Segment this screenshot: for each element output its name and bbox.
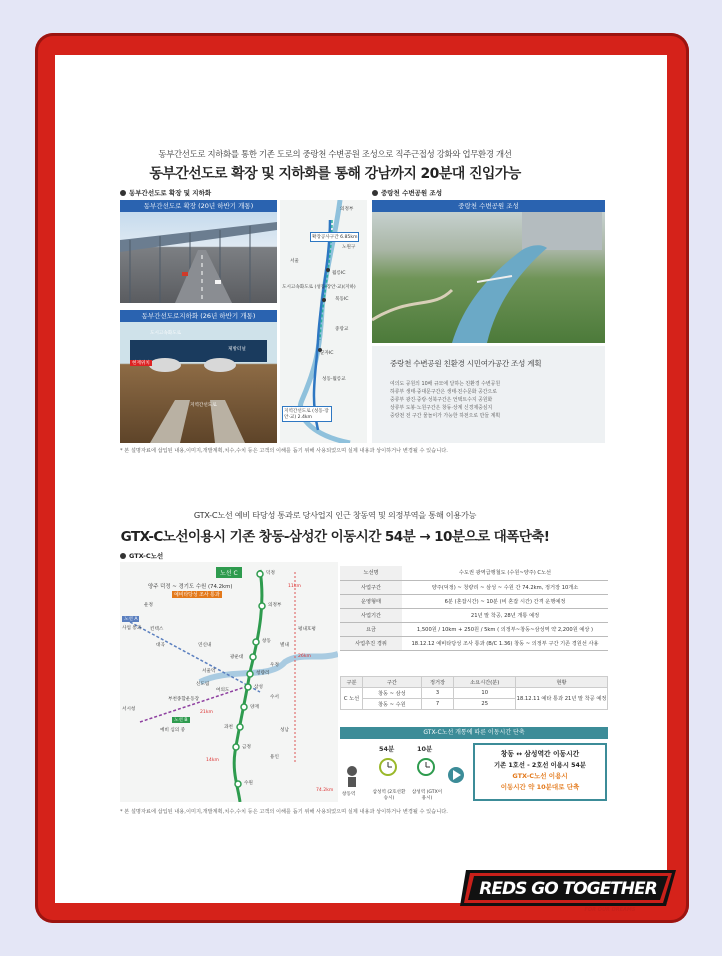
info-key: 운영형태 xyxy=(340,594,402,608)
map-label-nowon: 노원구 xyxy=(342,245,356,250)
park-photo xyxy=(372,200,605,343)
map-label-seoul-station: 서울역 xyxy=(202,669,216,674)
box-line1: 창동 ↔ 삼성역간 이동시간 xyxy=(500,750,580,758)
section1-left-caption: 동부간선도로 확장 및 지하화 xyxy=(120,188,211,197)
minutes-cell: 25 xyxy=(454,699,516,710)
section1-subtitle: 동부간선도로 지하화를 통한 기존 도로의 중랑천 수변공원 조성으로 직주근접성 강화와 업무환경 개선 xyxy=(158,149,512,159)
map-label-b-status: 예비 심의 중 xyxy=(160,728,186,733)
tunnel-label-arterial: 지역간선도로 xyxy=(190,403,217,408)
map-label-seongnam: 성남 xyxy=(280,728,289,733)
info-value: 1,500원 / 10km + 250원 / 5km ( 의정부~창동~삼성역 약 2,200원 예상 ) xyxy=(402,622,608,636)
time-after: 10분 xyxy=(417,745,433,753)
park-line: 중랑천 전 구간 물놀이가 가능한 하천으로 만들 계획 xyxy=(390,413,501,419)
photo2-label: 동부간선도로지하화 (26년 하반기 개통) xyxy=(120,310,277,322)
park-illustration xyxy=(372,200,605,343)
info-value: 18.12.12 예비타당성 조사 통과 (B/C 1.36) 창동 ~ 의정부 구간 기존 경원선 사용 xyxy=(402,636,608,650)
gtx-map-drawing xyxy=(120,562,338,802)
map-label-jungnanggyo: 중랑교 xyxy=(335,327,349,332)
park-line: 하류부 생태·중대문구간은 생태·친수문화 공간으로 xyxy=(390,389,497,395)
section2-left-caption: GTX-C노선 xyxy=(120,551,163,560)
table-header-row xyxy=(341,677,608,688)
route-cell: 창동 ~ 삼성 xyxy=(363,688,422,699)
info-value: 6분 (혼잡시간) ~ 10분 (비 혼잡 시간) 간격 운행예정 xyxy=(402,594,608,608)
park-line: 중류부 광진·중랑·성북구간은 언택트수지 공원화 xyxy=(390,397,493,403)
gtx-info-table xyxy=(340,566,608,651)
map-badge-c: 노선 C xyxy=(216,567,242,578)
map-label-daegok: 대곡 xyxy=(156,643,165,648)
photo3-label: 중랑천 수변공원 조성 xyxy=(372,200,605,212)
tunnel-label-embankment: 제방터널 xyxy=(228,347,246,352)
box-line4: 이동시간 약 10분대로 단축 xyxy=(500,783,580,791)
map-label-a-status: 사업 통과 xyxy=(122,626,142,631)
tunnel-diagram xyxy=(120,310,277,443)
info-value: 21년 말 착공, 28년 개통 예정 xyxy=(402,608,608,622)
col-header: 현황 xyxy=(516,677,608,688)
map-dist-total: 74.2km xyxy=(316,788,334,793)
park-line: 상류부 도봉·노원구간은 창동·상계 신경제중심지 xyxy=(390,405,493,411)
col-header: 구간 xyxy=(363,677,422,688)
section2-header xyxy=(62,510,608,545)
map-label-suseo: 수서 xyxy=(270,695,279,700)
station-geumjeong: 금정 xyxy=(242,745,251,750)
reds-go-together-logo xyxy=(460,862,682,914)
box-line3: GTX-C노선 이용시 xyxy=(512,772,568,780)
map-dist-11: 11km xyxy=(288,584,301,589)
map-dist-21: 21km xyxy=(200,710,213,715)
section2-title: GTX-C노선이용시 기존 창동-삼성간 이동시간 54분 → 10분으로 대폭단축! xyxy=(120,529,550,545)
station-samseong: 삼성 xyxy=(254,685,263,690)
map-dist-26: 26km xyxy=(298,654,311,659)
map-label-mukdong: 묵동IC xyxy=(335,297,349,302)
info-key: 요금 xyxy=(340,622,402,636)
tunnel-section-illustration xyxy=(120,310,277,443)
map-label-line-b: 노선 B xyxy=(174,718,188,723)
group-cell: C 노선 xyxy=(341,688,363,710)
gtx-time-table xyxy=(340,676,608,710)
stations-cell: 3 xyxy=(421,688,454,699)
station-uijeongbu: 의정부 xyxy=(268,603,282,608)
table-row xyxy=(341,688,608,699)
map-label-byeollae: 별내 xyxy=(280,643,289,648)
table-row xyxy=(340,608,608,622)
map-label-arterial: 지역간선도로 (성동·장안·교) 2.4km xyxy=(282,406,332,422)
section2-note: * 본 설명자료에 삽입된 내용,이미지,개발계획,치수,수치 등은 고객의 이해를 돕기 위해 사용되었으며 실제 내용과 상이하거나 변경될 수 있습니다. xyxy=(120,809,448,815)
map-label-expansion: 확장공사구간 6.85km xyxy=(310,232,359,242)
park-plan-lines xyxy=(390,380,500,420)
route-map xyxy=(280,200,367,443)
time-summary-box xyxy=(473,743,607,801)
park-plan-box xyxy=(372,346,605,443)
map-label-seongdong: 성동·월릉교 xyxy=(322,377,346,382)
map-label-yeonsinnae: 연신내 xyxy=(198,643,212,648)
map-label-kintex: 킨텍스 xyxy=(150,627,164,632)
minutes-cell: 10 xyxy=(454,688,516,699)
section1-header xyxy=(62,148,608,183)
map-label-seoul: 서울 xyxy=(290,259,299,264)
section1-title: 동부간선도로 확장 및 지하화를 통해 강남까지 20분대 진입가능 xyxy=(149,166,521,182)
map-label-highway: 도시고속화도로 (성동·장안·교)(지하) xyxy=(282,285,356,290)
park-line: 여의도 공원의 10배 규모에 달하는 친환경 수변공원 xyxy=(390,381,501,387)
table-row xyxy=(340,636,608,650)
info-key: 사업추진 경위 xyxy=(340,636,402,650)
box-line2: 기존 1호선 - 2호선 이용시 54분 xyxy=(494,762,586,769)
map-label-wolleung: 월릉IC xyxy=(332,271,346,276)
station-gwangundae: 광운대 xyxy=(230,655,244,660)
map-label-pyeongnae: 평내호평 xyxy=(298,627,316,632)
time-to-b: 삼성역 (GTX이용시) xyxy=(411,790,443,801)
expressway-photo xyxy=(120,200,277,303)
table-row xyxy=(340,594,608,608)
info-value: 수도권 광역급행철도 (수원~양주) C노선 xyxy=(402,566,608,580)
info-key: 사업구간 xyxy=(340,580,402,594)
map-label-yongin: 용인 xyxy=(270,755,279,760)
logo-text: REDS GO TOGETHER xyxy=(479,879,657,899)
station-deokjeong: 덕정 xyxy=(266,571,275,576)
logo-graphic xyxy=(460,862,682,914)
station-cheongnyangni: 청량리 xyxy=(256,671,270,676)
map-label-yeouido: 여의도 xyxy=(216,688,230,693)
info-value: 양주(덕정) ~ 청량리 ~ 삼성 ~ 수원 간 74.2km, 정거장 10개소 xyxy=(402,580,608,594)
col-header: 정거장 xyxy=(421,677,454,688)
map-label-bucheon: 부천종합운동장 xyxy=(168,697,200,702)
tunnel-label-highway: 도시고속화도로 xyxy=(150,331,182,336)
map-label-ujeong: 우정 xyxy=(270,663,279,668)
table-row xyxy=(340,622,608,636)
expressway-illustration xyxy=(120,200,277,303)
stations-cell: 7 xyxy=(421,699,454,710)
time-to-a: 삼성역 (2호선환승시) xyxy=(372,790,406,801)
map-route-note: 예비타당성 조사 통과 xyxy=(174,592,220,598)
station-changdong: 창동 xyxy=(262,639,271,644)
station-suwon: 수원 xyxy=(244,781,253,786)
section1-right-caption: 중랑천 수변공원 조성 xyxy=(372,188,442,197)
time-from: 창동역 xyxy=(342,792,356,797)
map-route: 양주 덕정 ~ 경기도 수원 (74.2km) xyxy=(148,584,233,590)
map-label-uijeongbu: 의정부 xyxy=(340,207,354,212)
map-label-seosicheong: 서시청 xyxy=(122,707,136,712)
time-before: 54분 xyxy=(379,745,395,753)
map-label-sindorim: 신도림 xyxy=(196,682,210,687)
info-key: 사업기간 xyxy=(340,608,402,622)
time-diagram xyxy=(340,741,480,803)
section2-subtitle: GTX-C노선 예비 타당성 통과로 당사업지 인근 창동역 및 의정부역을 통해 이용가능 xyxy=(193,510,477,520)
status-cell: 18.12.11 예타 통과 21년 말 착공 예정 xyxy=(516,688,608,710)
time-table xyxy=(340,676,608,710)
col-header: 소요시간(분) xyxy=(454,677,516,688)
time-bar: GTX-C노선 개통에 따른 이동시간 단축 xyxy=(340,727,608,739)
map-label-gunja: 군자IC xyxy=(320,351,334,356)
info-table xyxy=(340,566,608,651)
table-row xyxy=(340,580,608,594)
map-label-unjeong: 운정 xyxy=(144,603,153,608)
info-key: 노선명 xyxy=(340,566,402,580)
route-cell: 창동 ~ 수원 xyxy=(363,699,422,710)
photo1-label: 동부간선도로 확장 (20년 하반기 개통) xyxy=(120,200,277,212)
station-yangjae: 양재 xyxy=(250,705,259,710)
col-header: 구분 xyxy=(341,677,363,688)
table-row xyxy=(340,566,608,580)
gtx-map xyxy=(120,562,338,802)
station-gwacheon: 과천 xyxy=(224,725,233,730)
map-dist-14: 14km xyxy=(206,758,219,763)
tunnel-label-current: 현재위치 xyxy=(132,361,150,366)
section1-note: * 본 설명자료에 삽입된 내용,이미지,개발계획,치수,수치 등은 고객의 이해를 돕기 위해 사용되었으며 실제 내용과 상이하거나 변경될 수 있습니다. xyxy=(120,448,448,454)
park-plan-title: 중랑천 수변공원 친환경 시민여가공간 조성 계획 xyxy=(390,359,542,368)
logo-tagline: FOR OUR DREAMS xyxy=(584,907,636,913)
map-label-line-a: 노선 A xyxy=(124,617,138,622)
